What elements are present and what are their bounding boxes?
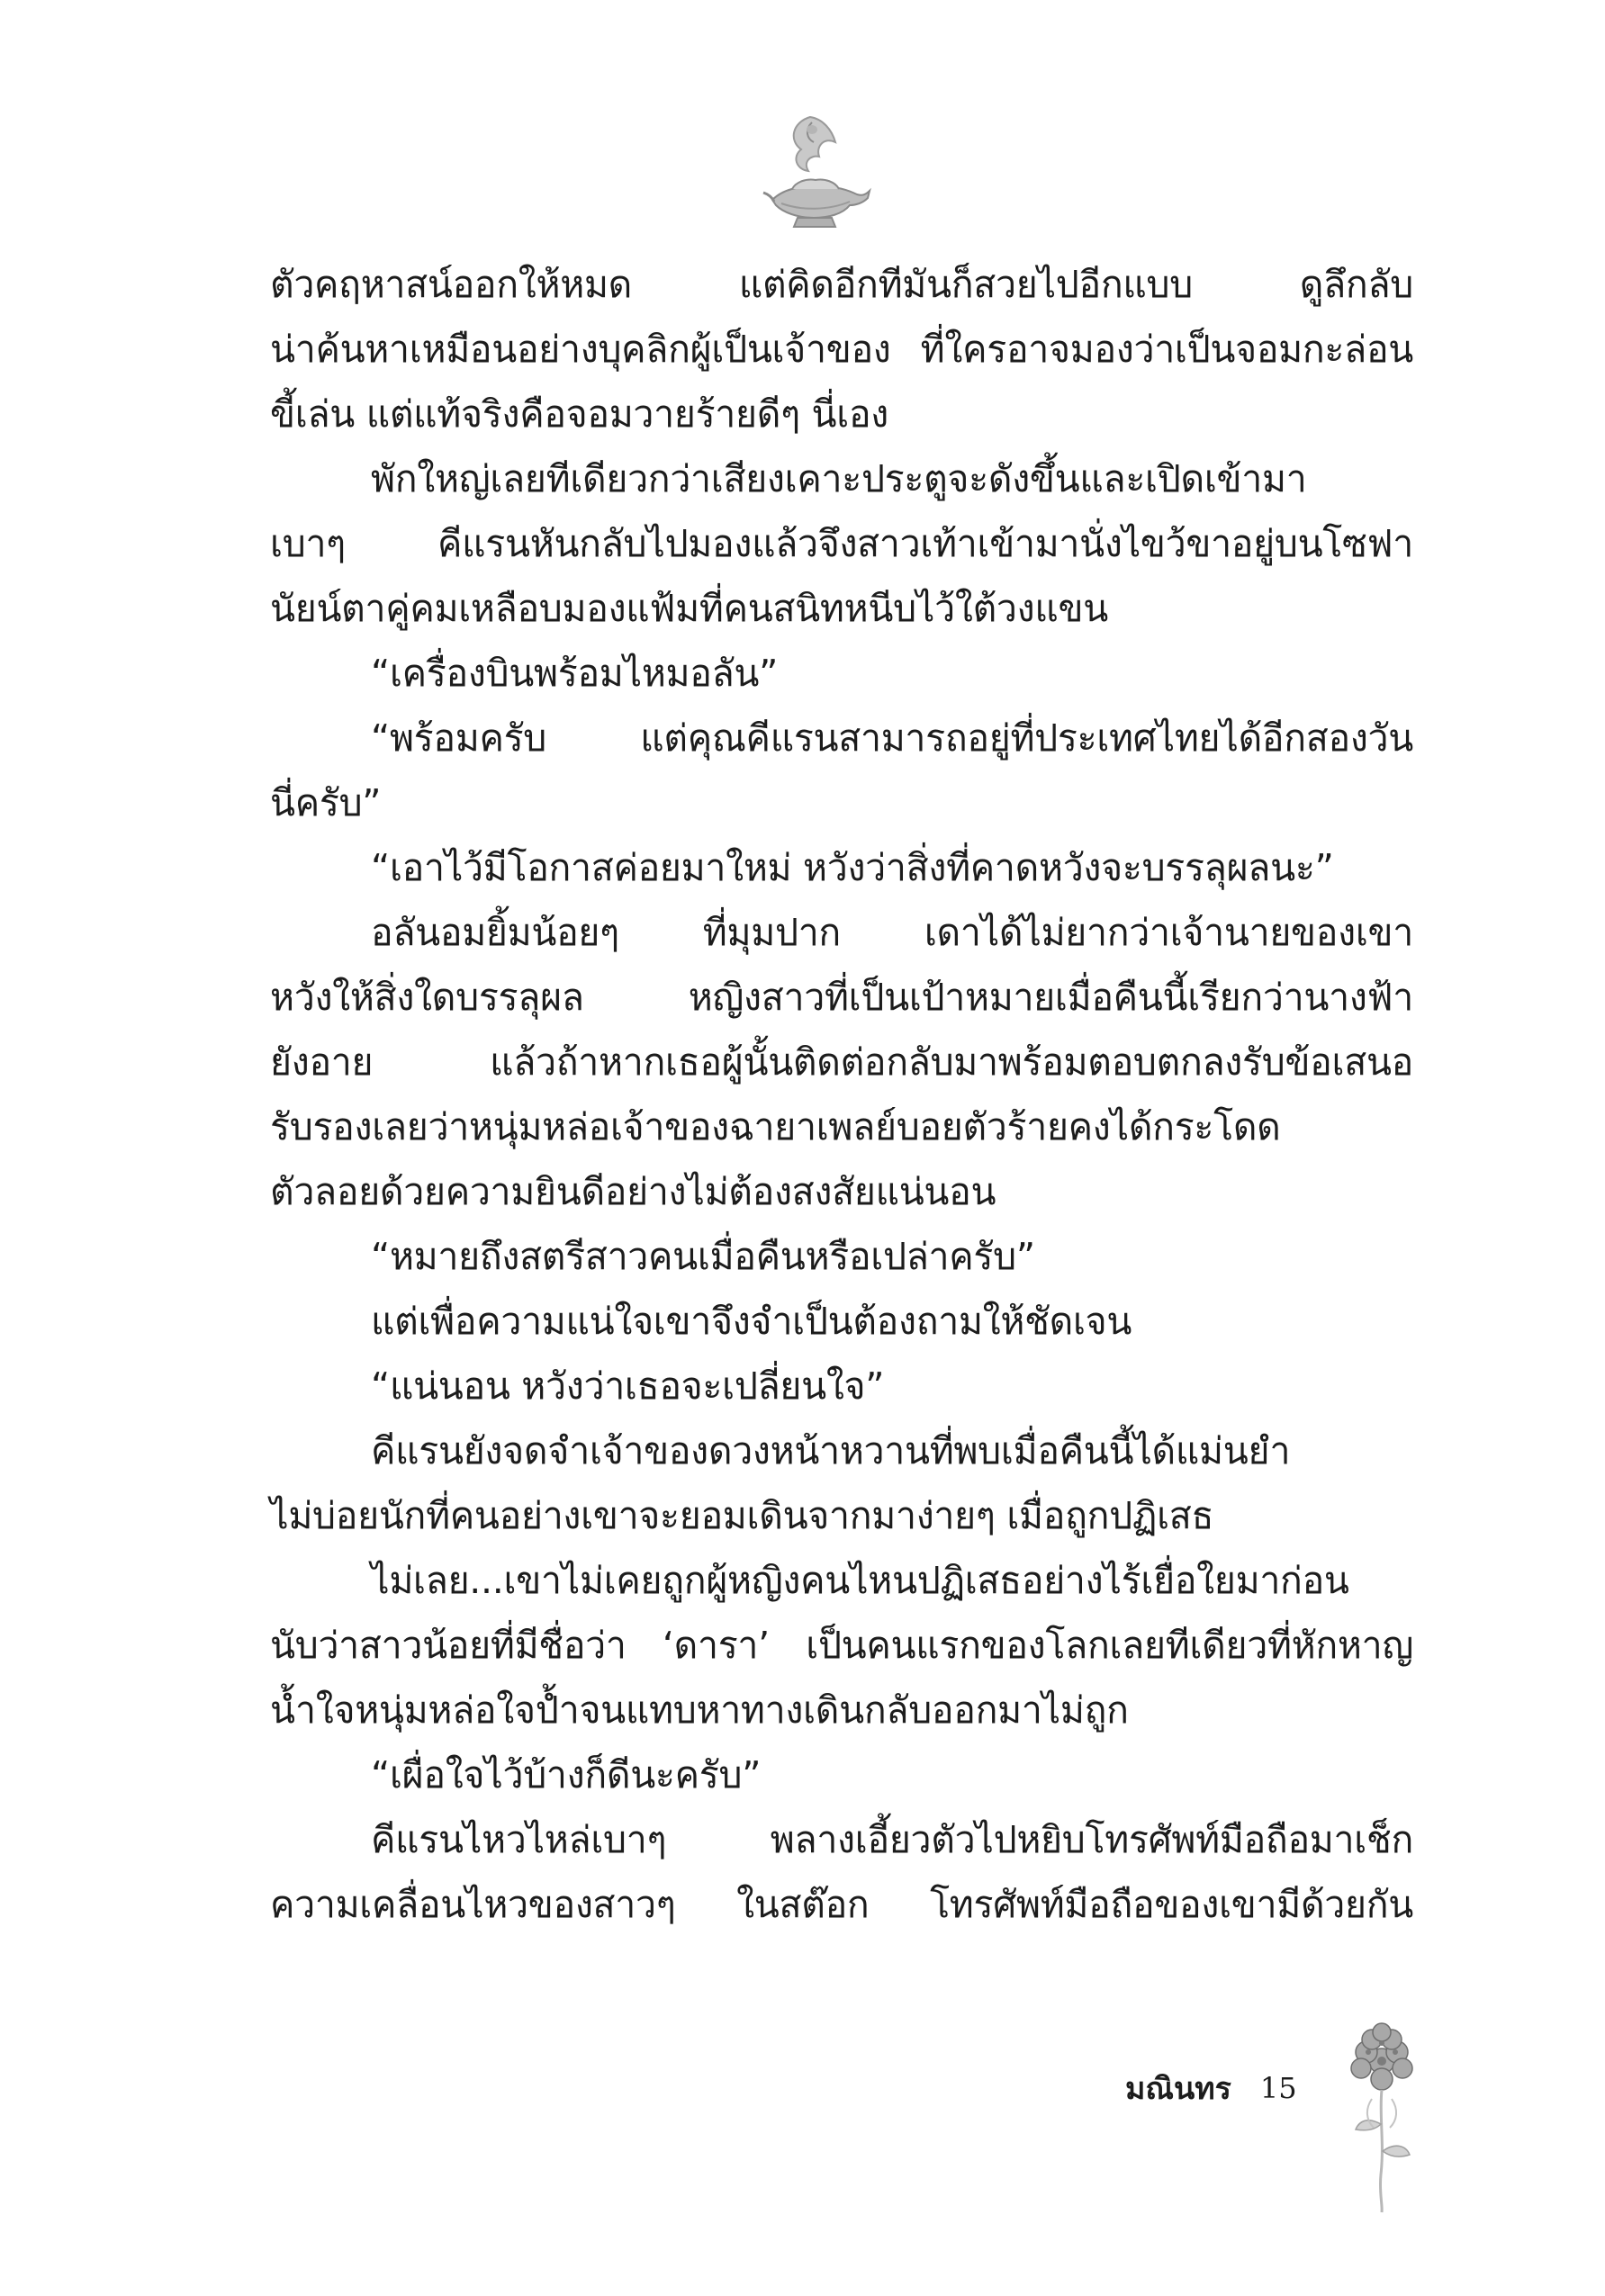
text-line: ยังอาย แล้วถ้าหากเธอผู้นั้นติดต่อกลับมาพร้อมตอบตกลงรับข้อเสนอ: [270, 1040, 1413, 1084]
text-line: อลันอมยิ้มน้อยๆ ที่มุมปาก เดาได้ไม่ยากว่าเจ้านายของเขา: [371, 911, 1413, 954]
page-number: 15: [1259, 2071, 1297, 2105]
text-line: คีแรนยังจดจำเจ้าของดวงหน้าหวานที่พบเมื่อคืนนี้ได้แม่นยำ: [371, 1429, 1291, 1472]
text-line: “เอาไว้มีโอกาสค่อยมาใหม่ หวังว่าสิ่งที่คาดหวังจะบรรลุผลนะ”: [371, 846, 1334, 889]
text-line: ไม่บ่อยนักที่คนอย่างเขาจะยอมเดินจากมาง่ายๆ เมื่อถูกปฏิเสธ: [270, 1494, 1214, 1537]
text-line: “หมายถึงสตรีสาวคนเมื่อคืนหรือเปล่าครับ”: [371, 1235, 1035, 1278]
text-line: ตัวลอยด้วยความยินดีอย่างไม่ต้องสงสัยแน่นอน: [270, 1170, 996, 1213]
story-text: [270, 252, 1413, 1937]
text-line: หวังให้สิ่งใดบรรลุผล หญิงสาวที่เป็นเป้าหมายเมื่อคืนนี้เรียกว่านางฟ้า: [270, 976, 1413, 1019]
text-line: นี่ครับ”: [270, 781, 382, 824]
text-line: “แน่นอน หวังว่าเธอจะเปลี่ยนใจ”: [371, 1364, 885, 1408]
book-title: มณินทร: [1125, 2071, 1231, 2107]
text-line: “เผื่อใจไว้บ้างก็ดีนะครับ”: [371, 1753, 762, 1796]
text-line: ความเคลื่อนไหวของสาวๆ ในสต๊อก โทรศัพท์มือถือของเขามีด้วยกัน: [270, 1883, 1413, 1926]
text-line: น่าค้นหาเหมือนอย่างบุคลิกผู้เป็นเจ้าของ ที่ใครอาจมองว่าเป็นจอมกะล่อน: [270, 328, 1413, 371]
text-line: “พร้อมครับ แต่คุณคีแรนสามารถอยู่ที่ประเทศไทยได้อีกสองวัน: [371, 716, 1413, 760]
text-line: นัยน์ตาคู่คมเหลือบมองแฟ้มที่คนสนิทหนีบไว้ใต้วงแขน: [270, 587, 1108, 630]
text-line: น้ำใจหนุ่มหล่อใจป้ำจนแทบหาทางเดินกลับออกมาไม่ถูก: [270, 1688, 1129, 1732]
text-line: พักใหญ่เลยทีเดียวกว่าเสียงเคาะประตูจะดังขึ้นและเปิดเข้ามา: [371, 457, 1307, 500]
text-line: แต่เพื่อความแน่ใจเขาจึงจำเป็นต้องถามให้ชัดเจน: [371, 1300, 1132, 1343]
text-line: “เครื่องบินพร้อมไหมอลัน”: [371, 652, 779, 695]
text-line: ขี้เล่น แต่แท้จริงคือจอมวายร้ายดีๆ นี่เอง: [270, 392, 889, 436]
text-line: เบาๆ คีแรนหันกลับไปมองแล้วจึงสาวเท้าเข้ามานั่งไขว้ขาอยู่บนโซฟา: [270, 522, 1413, 565]
text-line: นับว่าสาวน้อยที่มีชื่อว่า ‘ดารา’ เป็นคนแรกของโลกเลยทีเดียวที่หักหาญ: [270, 1624, 1413, 1667]
text-line: ตัวคฤหาสน์ออกให้หมด แต่คิดอีกทีมันก็สวยไปอีกแบบ ดูลึกลับ: [270, 263, 1413, 306]
genie-lamp-icon: [756, 106, 873, 241]
text-line: คีแรนไหวไหล่เบาๆ พลางเอี้ยวตัวไปหยิบโทรศัพท์มือถือมาเช็ก: [371, 1818, 1413, 1861]
text-line: ไม่เลย...เขาไม่เคยถูกผู้หญิงคนไหนปฏิเสธอย่างไร้เยื่อใยมาก่อน: [371, 1559, 1349, 1602]
page-footer: [1125, 2061, 1297, 2115]
text-line: รับรองเลยว่าหนุ่มหล่อเจ้าของฉายาเพลย์บอยตัวร้ายคงได้กระโดด: [270, 1105, 1281, 1148]
flower-icon: [1332, 2016, 1431, 2214]
